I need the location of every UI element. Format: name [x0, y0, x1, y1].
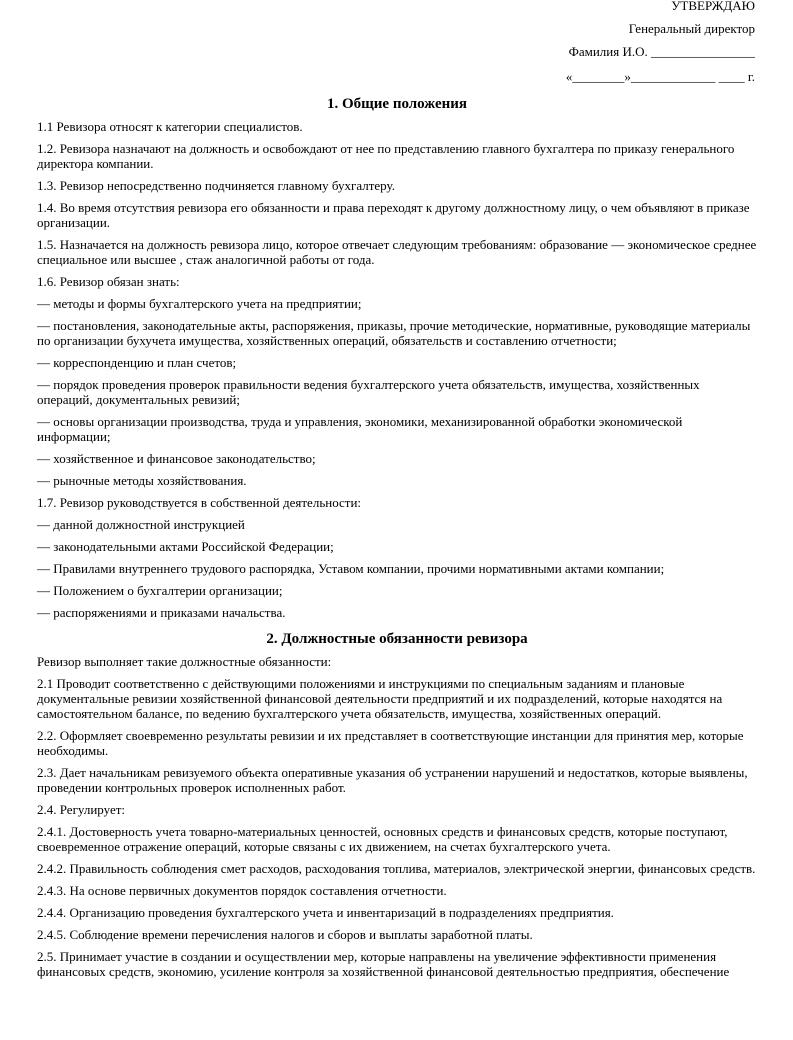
approval-name-line: Фамилия И.О. ________________ — [568, 44, 755, 59]
list-item: — основы организации производства, труда и управления, экономики, механизированной обработки экономической информации; — [37, 414, 683, 444]
paragraph: 1.4. Во время отсутствия ревизора его обязанности и права переходят к другому должностному лицу, о чем объявляют в приказе организации. — [37, 200, 750, 230]
list-item: — данной должностной инструкцией — [37, 517, 245, 532]
paragraph: 2.4.3. На основе первичных документов порядок составления отчетности. — [37, 883, 447, 898]
list-item: — постановления, законодательные акты, распоряжения, приказы, прочие методические, нормативные, руководящие материалы по организации бухучета имущества, хозяйственных операций, обязательств и составлению отчетности; — [37, 318, 751, 348]
list-item: — Положением о бухгалтерии организации; — [37, 583, 283, 598]
paragraph: 1.2. Ревизора назначают на должность и освобождают от нее по представлению главного бухгалтера по приказу генерального директора компании. — [37, 141, 735, 171]
list-item: — корреспонденцию и план счетов; — [37, 355, 237, 370]
paragraph: 2.4.2. Правильность соблюдения смет расходов, расходования топлива, материалов, электрической энергии, финансовых средств. — [37, 861, 756, 876]
list-item: — законодательными актами Российской Федерации; — [37, 539, 334, 554]
list-item: — Правилами внутреннего трудового распорядка, Уставом компании, прочими нормативными актами компании; — [37, 561, 665, 576]
section-2-title: 2. Должностные обязанности ревизора — [266, 631, 528, 647]
section-1-title: 1. Общие положения — [326, 96, 468, 112]
paragraph: 1.5. Назначается на должность ревизора лицо, которое отвечает следующим требованиям: образование — экономическое среднее специальное или высшее , стаж аналогичной работы от года. — [37, 237, 757, 267]
list-item: — хозяйственное и финансовое законодательство; — [37, 451, 316, 466]
list-item: — методы и формы бухгалтерского учета на предприятии; — [37, 296, 362, 311]
paragraph: 2.3. Дает начальникам ревизуемого объекта оперативные указания об устранении нарушений и недостатков, которые выявлены, проведении контрольных проверок исполненных работ. — [37, 765, 748, 795]
paragraph: 1.1 Ревизора относят к категории специалистов. — [37, 119, 303, 134]
paragraph: 2.4.1. Достоверность учета товарно-материальных ценностей, основных средств и финансовых средств, которые поступают, своевременное отражение операций, которые связаны с их движением, на счетах бухгалтерского учета. — [37, 824, 728, 854]
section-1-body — [37, 119, 757, 620]
paragraph: Ревизор выполняет такие должностные обязанности: — [37, 654, 332, 669]
approval-heading: УТВЕРЖДАЮ — [671, 0, 755, 13]
list-item: — рыночные методы хозяйствования. — [37, 473, 247, 488]
paragraph: 2.1 Проводит соответственно с действующими положениями и инструкциями по специальным заданиям и плановые документальные ревизии хозяйственной финансовой деятельности предприятий и их подразделений, которые находятся на самостоятельном балансе, по ведению бухгалтерского учета обязательств, имущества, хозяйственных операций. — [37, 676, 723, 721]
paragraph: 1.6. Ревизор обязан знать: — [37, 274, 180, 289]
paragraph: 1.3. Ревизор непосредственно подчиняется главному бухгалтеру. — [37, 178, 395, 193]
paragraph: 1.7. Ревизор руководствуется в собственной деятельности: — [37, 495, 362, 510]
section-2-body — [37, 654, 757, 979]
list-item: — порядок проведения проверок правильности ведения бухгалтерского учета обязательств, имущества, хозяйственных операций, документальных ревизий; — [37, 377, 700, 407]
approval-date-line: «________»_____________ ____ г. — [565, 69, 755, 84]
paragraph: 2.4.4. Организацию проведения бухгалтерского учета и инвентаризаций в подразделениях предприятия. — [37, 905, 614, 920]
approval-position: Генеральный директор — [628, 21, 755, 36]
list-item: — распоряжениями и приказами начальства. — [37, 605, 286, 620]
paragraph: 2.2. Оформляет своевременно результаты ревизии и их представляет в соответствующие инстанции для принятия мер, которые необходимы. — [37, 728, 744, 758]
paragraph: 2.4. Регулирует: — [37, 802, 126, 817]
document-body — [37, 95, 757, 986]
paragraph: 2.4.5. Соблюдение времени перечисления налогов и сборов и выплаты заработной платы. — [37, 927, 533, 942]
paragraph: 2.5. Принимает участие в создании и осуществлении мер, которые направлены на увеличение эффективности применения финансовых средств, экономию, усиление контроля за хозяйственной финансовой деятельностью предприятия, обеспечение — [37, 949, 730, 979]
